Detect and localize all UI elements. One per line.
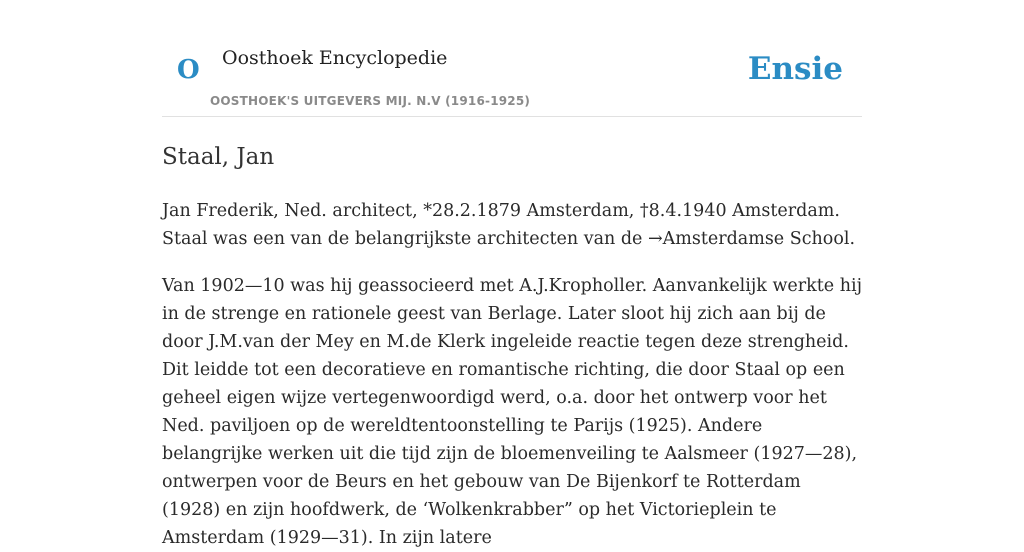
paragraph-1-text: Jan Frederik, Ned. architect, *28.2.1879 Amsterdam, †8.4.1940 Amsterdam. Staal was een van de belangrijkste architecten van de <box>162 201 840 249</box>
article-paragraph-2: Van 1902—10 was hij geassocieerd met A.J.Kropholler. Aanvankelijk werkte hij in de strenge en rationele geest van Berlage. Later sloot hij zich aan bij de door J.M.van der Mey en M.de Klerk ingeleide reactie tegen deze strengheid. Dit leidde tot een decoratieve en romantische richting, die door Staal op een geheel eigen wijze vertegenwoordigd werd, o.a. door het ontwerp voor het Ned. paviljoen op de wereldtentoonstelling te Parijs (1925). Andere belangrijke werken uit die tijd zijn de bloemenveiling te Aalsmeer (1927—28), ontwerpen voor de Beurs en het gebouw van De Bijenkorf te Rotterdam (1928) en zijn hoofdwerk, de ‘Wolkenkrabber” op het Victorieplein te Amsterdam (1929—31). In zijn latere <box>162 276 863 548</box>
paragraph-1-end: . <box>849 229 856 249</box>
logo-letter: O <box>177 55 200 85</box>
article-title: Staal, Jan <box>162 144 275 170</box>
site-title: Oosthoek Encyclopedie <box>222 47 448 69</box>
ensie-brand-link[interactable]: Ensie <box>747 51 843 87</box>
amsterdamse-school-link[interactable]: →Amsterdamse School <box>647 229 850 249</box>
site-header <box>162 0 862 117</box>
page <box>162 0 862 552</box>
article-paragraph-1 <box>162 197 862 253</box>
publisher-subtitle: OOSTHOEK'S UITGEVERS MIJ. N.V (1916-1925) <box>210 94 531 108</box>
